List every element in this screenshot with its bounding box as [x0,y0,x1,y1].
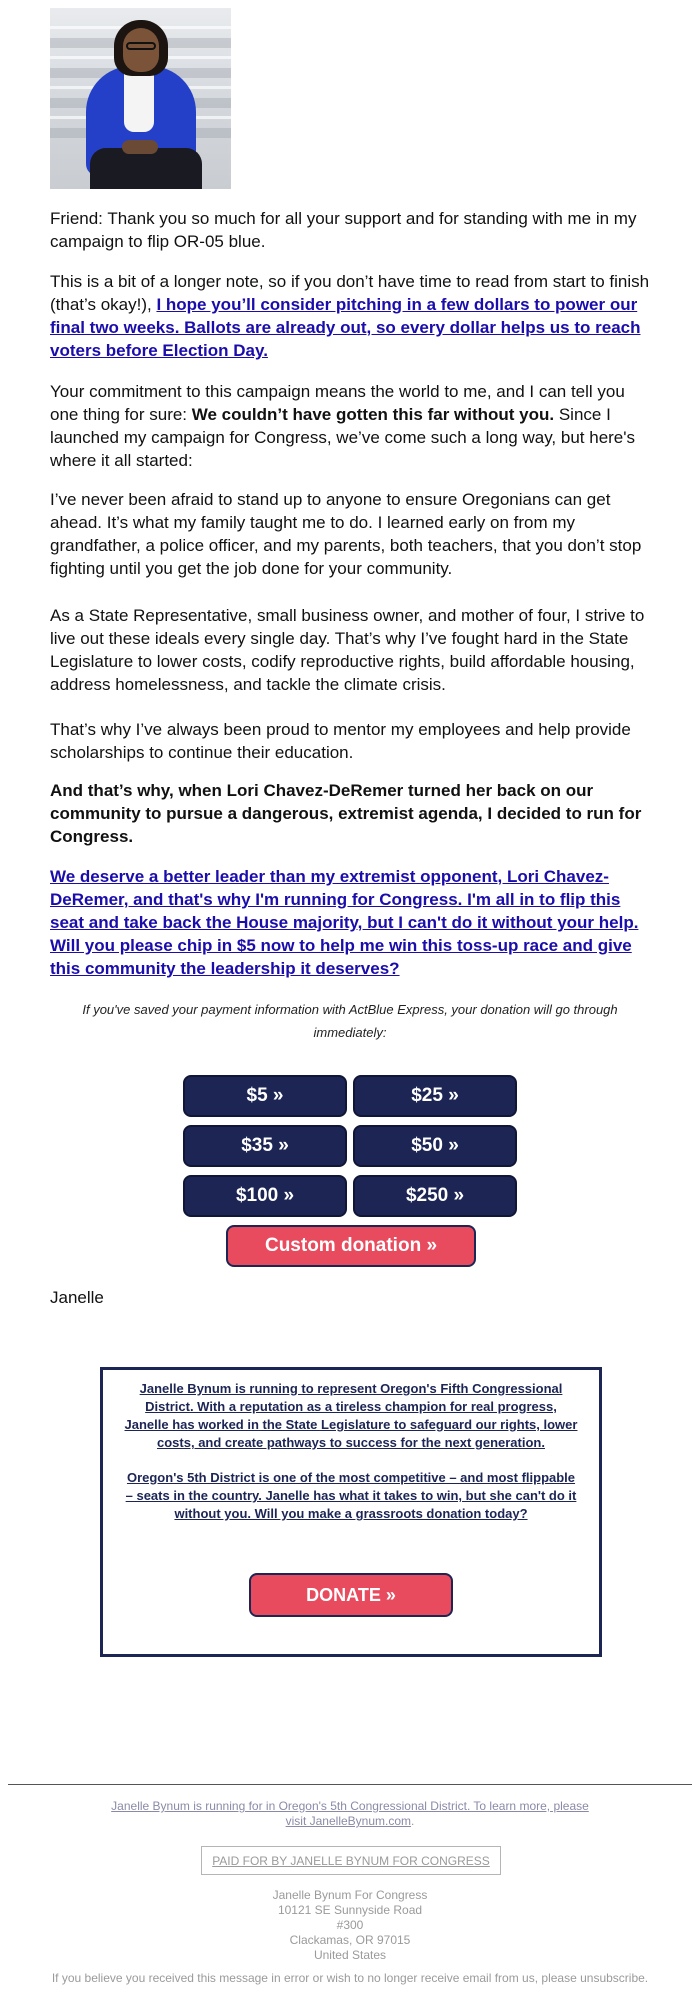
mentor-paragraph: That’s why I’ve always been proud to mentor my employees and help provide scholarships to continue their education. [50,720,631,762]
greeting-paragraph: Friend: Thank you so much for all your support and for standing with me in my campaign to flip OR-05 blue. [50,209,637,251]
chip-in-link[interactable]: We deserve a better leader than my extremist opponent, Lori Chavez-DeRemer, and that's why I'm running for Congress. I'm all in to flip this seat and take back the House majority, but I can't do it without your help. Will you please chip in $5 now to help me win this toss-up race and give this community the leadership it deserves? [50,867,639,978]
footer-divider [8,1784,692,1785]
candidate-photo [50,8,231,189]
commitment-bold: We couldn’t have gotten this far without you. [191,405,555,424]
opponent-paragraph: And that’s why, when Lori Chavez-DeRemer turned her back on our community to pursue a dangerous, extremist agenda, I decided to run for Congress. [50,781,642,846]
unsubscribe-text[interactable]: If you believe you received this message in error or wish to no longer receive email from us, please unsubscribe. [51,1971,649,1985]
donate-button[interactable]: DONATE » [249,1573,453,1617]
donate-35-button[interactable]: $35 » [183,1125,347,1167]
about-candidate-box [100,1367,602,1657]
donate-100-button[interactable]: $100 » [183,1175,347,1217]
footer-info-link[interactable]: Janelle Bynum is running for in Oregon's 5th Congressional District. To learn more, please [111,1799,589,1813]
family-paragraph: I’ve never been afraid to stand up to anyone to ensure Oregonians can get ahead. It’s what my family taught me to do. I learned early on from my grandfather, a police officer, and my parents, both teachers, that you don’t stop fighting until you get the job done for your community. [50,490,642,578]
record-paragraph: As a State Representative, small business owner, and mother of four, I strive to live out these ideals every single day. That’s why I’ve fought hard in the State Legislature to lower costs, codify reproductive rights, build affordable housing, address homelessness, and tackle the climate crisis. [50,606,645,694]
custom-donation-button[interactable]: Custom donation » [226,1225,476,1267]
footer-disclaimer: Janelle Bynum is running for in Oregon's 5th Congressional District. To learn more, please visit JanelleBynum.com. [111,1799,589,1828]
donate-50-button[interactable]: $50 » [353,1125,517,1167]
address-line-5: United States [313,1948,387,1962]
email-body [50,8,650,1307]
mailing-address [0,1888,700,1963]
pitch-in-link[interactable]: I hope you’ll consider pitching in a few dollars to power our final two weeks. Ballots are already out, so every dollar helps us to reach voters before Election Day. [50,295,641,360]
signature: Janelle [50,1288,104,1307]
commitment-paragraph [50,380,650,472]
commitment-tail: Since I launched my campaign for Congress, we’ve come such a long way, but here's where it all started: [50,405,636,470]
donate-25-button[interactable]: $25 » [353,1075,517,1117]
actblue-note: If you've saved your payment information with ActBlue Express, your donation will go through immediately: [82,1002,618,1040]
address-line-2: 10121 SE Sunnyside Road [277,1903,423,1917]
commitment-text: Your commitment to this campaign means the world to me, and I can tell you one thing for sure: [50,382,625,424]
address-line-1: Janelle Bynum For Congress [272,1888,428,1902]
intro-text: This is a bit of a longer note, so if you don’t have time to read from start to finish (that’s okay!), [50,272,650,314]
paid-for-by: PAID FOR BY JANELLE BYNUM FOR CONGRESS [201,1846,501,1875]
website-link[interactable]: visit JanelleBynum.com [285,1814,412,1828]
about-text-1[interactable]: Janelle Bynum is running to represent Oregon's Fifth Congressional District. With a reputation as a tireless champion for real progress, Janelle has worked in the State Legislature to safeguard our rights, lower costs, and create pathways to success for the next generation. [124,1381,578,1450]
donate-250-button[interactable]: $250 » [353,1175,517,1217]
intro-paragraph [50,270,650,362]
address-line-4: Clackamas, OR 97015 [289,1933,411,1947]
about-text-2[interactable]: Oregon's 5th District is one of the most competitive – and most flippable – seats in the country. Janelle has what it takes to win, but she can't do it without you. Will you make a grassroots donation today? [125,1470,577,1521]
address-line-3: #300 [336,1918,364,1932]
donate-5-button[interactable]: $5 » [183,1075,347,1117]
